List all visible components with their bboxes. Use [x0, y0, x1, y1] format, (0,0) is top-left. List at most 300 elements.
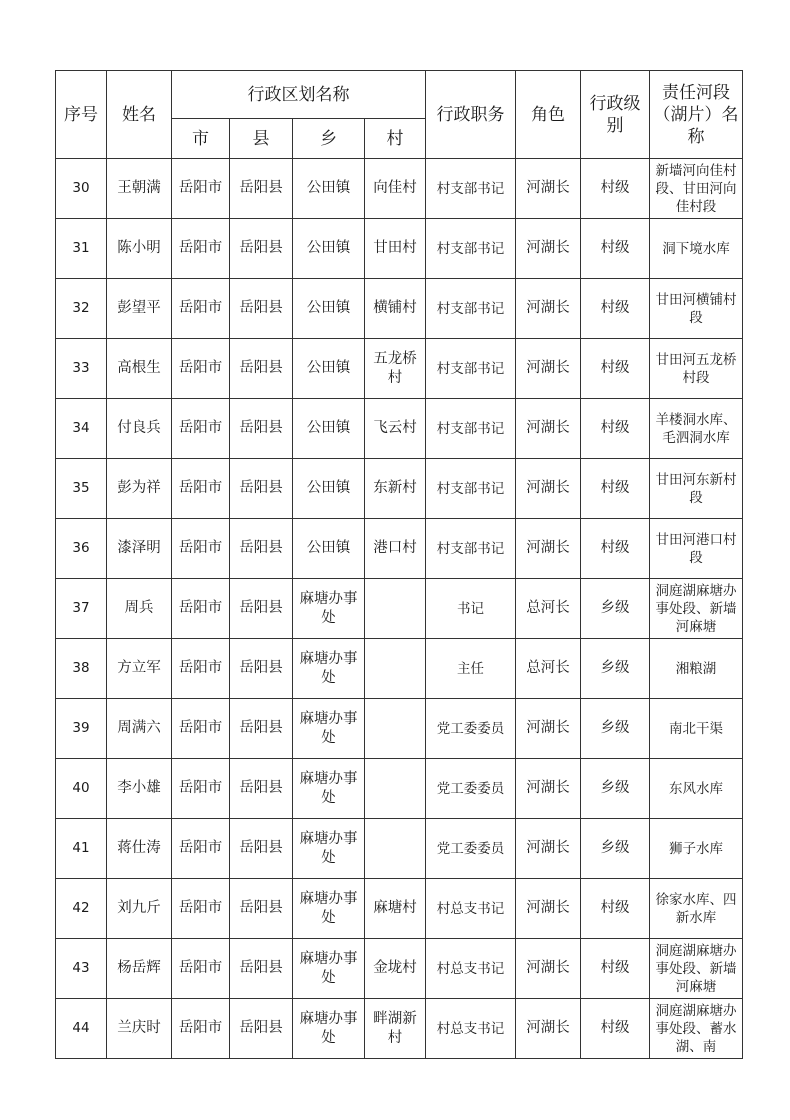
cell-name-text: 付良兵 — [117, 420, 161, 436]
cell-county — [230, 339, 293, 399]
cell-township — [293, 879, 365, 939]
cell-county — [230, 819, 293, 879]
cell-township-text: 麻塘办事处 — [299, 890, 358, 926]
cell-city-text: 岳阳市 — [178, 600, 223, 616]
cell-seq — [56, 639, 107, 699]
cell-role-text: 河湖长 — [526, 1020, 570, 1036]
cell-level-text: 村级 — [600, 900, 630, 916]
cell-level-text: 村级 — [600, 540, 630, 556]
cell-role-text: 总河长 — [526, 600, 570, 616]
cell-seq — [56, 819, 107, 879]
cell-position-text: 村总支书记 — [436, 960, 505, 977]
cell-township — [293, 279, 365, 339]
cell-city-text: 岳阳市 — [178, 540, 223, 556]
cell-river-text: 南北干渠 — [669, 720, 723, 737]
cell-township — [293, 519, 365, 579]
cell-river-text: 甘田河横铺村段 — [655, 291, 737, 326]
cell-name — [107, 579, 172, 639]
cell-role-text: 河湖长 — [526, 240, 570, 256]
cell-position — [426, 579, 516, 639]
cell-role — [516, 999, 581, 1059]
cell-seq — [56, 759, 107, 819]
cell-name — [107, 999, 172, 1059]
cell-position-text: 村支部书记 — [436, 180, 505, 197]
cell-level — [581, 159, 650, 219]
cell-county-text: 岳阳县 — [239, 600, 283, 616]
cell-level — [581, 579, 650, 639]
cell-river-text: 新墙河向佳村段、甘田河向佳村段 — [655, 162, 737, 215]
table-row — [56, 939, 743, 999]
cell-seq-text: 42 — [72, 900, 90, 916]
cell-county-text: 岳阳县 — [239, 780, 283, 796]
cell-role — [516, 459, 581, 519]
cell-river — [650, 759, 743, 819]
cell-city-text: 岳阳市 — [178, 360, 223, 376]
cell-village — [365, 699, 426, 759]
cell-township — [293, 459, 365, 519]
cell-role — [516, 339, 581, 399]
cell-level-text: 村级 — [600, 480, 630, 496]
cell-seq — [56, 579, 107, 639]
cell-position-text: 村支部书记 — [436, 480, 505, 497]
cell-city — [172, 939, 230, 999]
cell-river — [650, 999, 743, 1059]
cell-township-text: 麻塘办事处 — [299, 950, 358, 986]
cell-village — [365, 639, 426, 699]
cell-county — [230, 519, 293, 579]
cell-township-text: 麻塘办事处 — [299, 650, 358, 686]
cell-level — [581, 399, 650, 459]
cell-level-text: 村级 — [600, 240, 630, 256]
cell-name-text: 蒋仕涛 — [117, 840, 161, 856]
cell-role-text: 河湖长 — [526, 960, 570, 976]
cell-county-text: 岳阳县 — [239, 180, 283, 196]
cell-township-text: 麻塘办事处 — [299, 710, 358, 746]
cell-city — [172, 279, 230, 339]
cell-city-text: 岳阳市 — [178, 300, 223, 316]
cell-name — [107, 759, 172, 819]
cell-river — [650, 459, 743, 519]
cell-city-text: 岳阳市 — [178, 660, 223, 676]
cell-role-text: 河湖长 — [526, 420, 570, 436]
header-township: 乡 — [293, 119, 365, 159]
cell-level-text: 村级 — [600, 300, 630, 316]
table-row — [56, 339, 743, 399]
cell-seq — [56, 939, 107, 999]
cell-county-text: 岳阳县 — [239, 360, 283, 376]
cell-village — [365, 819, 426, 879]
cell-county-text: 岳阳县 — [239, 1020, 283, 1036]
cell-role-text: 河湖长 — [526, 780, 570, 796]
cell-river — [650, 579, 743, 639]
cell-village — [365, 219, 426, 279]
cell-seq-text: 41 — [72, 840, 90, 856]
cell-county — [230, 939, 293, 999]
cell-county-text: 岳阳县 — [239, 720, 283, 736]
cell-seq-text: 44 — [72, 1020, 90, 1036]
cell-city-text: 岳阳市 — [178, 780, 223, 796]
cell-level — [581, 879, 650, 939]
cell-name-text: 杨岳辉 — [117, 960, 161, 976]
cell-role-text: 总河长 — [526, 660, 570, 676]
cell-county-text: 岳阳县 — [239, 480, 283, 496]
cell-river-text: 甘田河港口村段 — [655, 531, 737, 566]
cell-level — [581, 999, 650, 1059]
cell-seq-text: 32 — [72, 300, 90, 316]
table-row — [56, 699, 743, 759]
cell-village-text: 畔湖新村 — [373, 1010, 417, 1046]
cell-name — [107, 639, 172, 699]
cell-city — [172, 459, 230, 519]
cell-role — [516, 519, 581, 579]
cell-county-text: 岳阳县 — [239, 420, 283, 436]
cell-level — [581, 339, 650, 399]
cell-river — [650, 879, 743, 939]
cell-village — [365, 879, 426, 939]
cell-village — [365, 339, 426, 399]
cell-level — [581, 939, 650, 999]
cell-role-text: 河湖长 — [526, 300, 570, 316]
cell-township-text: 公田镇 — [306, 240, 351, 256]
cell-village-text: 甘田村 — [373, 240, 417, 256]
cell-city — [172, 219, 230, 279]
cell-name-text: 陈小明 — [117, 240, 161, 256]
cell-village — [365, 519, 426, 579]
cell-seq — [56, 519, 107, 579]
cell-city-text: 岳阳市 — [178, 720, 223, 736]
table-row — [56, 279, 743, 339]
cell-role — [516, 699, 581, 759]
cell-river-text: 洞庭湖麻塘办事处段、蓄水湖、南 — [655, 1002, 737, 1055]
cell-county-text: 岳阳县 — [239, 300, 283, 316]
cell-name-text: 彭望平 — [117, 300, 161, 316]
cell-position-text: 党工委委员 — [436, 720, 505, 737]
header-seq: 序号 — [56, 71, 107, 159]
cell-village — [365, 159, 426, 219]
cell-name — [107, 219, 172, 279]
cell-seq — [56, 879, 107, 939]
cell-name — [107, 159, 172, 219]
cell-city — [172, 579, 230, 639]
table-row — [56, 819, 743, 879]
cell-role — [516, 219, 581, 279]
cell-township — [293, 339, 365, 399]
cell-river-text: 东风水库 — [669, 780, 723, 797]
cell-seq-text: 39 — [72, 720, 90, 736]
cell-village — [365, 939, 426, 999]
cell-seq-text: 36 — [72, 540, 90, 556]
cell-position — [426, 939, 516, 999]
cell-village — [365, 459, 426, 519]
table-body — [56, 159, 743, 1059]
cell-county — [230, 879, 293, 939]
cell-level-text: 村级 — [600, 960, 630, 976]
table-row — [56, 159, 743, 219]
cell-village-text: 金垅村 — [373, 960, 417, 976]
cell-city-text: 岳阳市 — [178, 420, 223, 436]
cell-village-text: 横铺村 — [373, 300, 417, 316]
cell-village-text: 港口村 — [373, 540, 417, 556]
cell-level — [581, 519, 650, 579]
cell-river — [650, 159, 743, 219]
cell-name-text: 高根生 — [117, 360, 161, 376]
cell-role — [516, 759, 581, 819]
cell-role — [516, 579, 581, 639]
cell-river-text: 羊楼洞水库、毛泗洞水库 — [655, 411, 737, 446]
cell-role — [516, 159, 581, 219]
cell-township-text: 公田镇 — [306, 300, 351, 316]
cell-role-text: 河湖长 — [526, 840, 570, 856]
cell-name — [107, 279, 172, 339]
cell-name-text: 漆泽明 — [117, 540, 161, 556]
cell-township — [293, 939, 365, 999]
cell-river-text: 洞庭湖麻塘办事处段、新墙河麻塘 — [655, 942, 737, 995]
cell-township-text: 公田镇 — [306, 180, 351, 196]
cell-name — [107, 459, 172, 519]
cell-village-text: 麻塘村 — [373, 900, 417, 916]
table-row — [56, 519, 743, 579]
cell-river — [650, 699, 743, 759]
cell-river — [650, 279, 743, 339]
cell-name — [107, 819, 172, 879]
cell-role-text: 河湖长 — [526, 720, 570, 736]
header-role: 角色 — [516, 71, 581, 159]
cell-position — [426, 219, 516, 279]
cell-position-text: 书记 — [457, 600, 484, 617]
table-row — [56, 639, 743, 699]
cell-city-text: 岳阳市 — [178, 480, 223, 496]
cell-township — [293, 579, 365, 639]
cell-village — [365, 579, 426, 639]
cell-role-text: 河湖长 — [526, 540, 570, 556]
cell-name — [107, 699, 172, 759]
table-row — [56, 399, 743, 459]
cell-township — [293, 159, 365, 219]
cell-township-text: 麻塘办事处 — [299, 770, 358, 806]
cell-level-text: 乡级 — [600, 780, 630, 796]
cell-position — [426, 339, 516, 399]
cell-county — [230, 759, 293, 819]
cell-position-text: 村支部书记 — [436, 360, 505, 377]
cell-position-text: 村支部书记 — [436, 420, 505, 437]
cell-river-text: 湘粮湖 — [675, 660, 717, 677]
cell-township-text: 麻塘办事处 — [299, 1010, 358, 1046]
cell-city — [172, 999, 230, 1059]
cell-name — [107, 879, 172, 939]
cell-role — [516, 399, 581, 459]
cell-seq — [56, 459, 107, 519]
cell-village-text: 东新村 — [373, 480, 417, 496]
cell-level-text: 乡级 — [600, 660, 630, 676]
cell-township — [293, 219, 365, 279]
cell-city — [172, 879, 230, 939]
cell-city — [172, 639, 230, 699]
cell-township-text: 麻塘办事处 — [299, 590, 358, 626]
cell-river — [650, 339, 743, 399]
cell-village — [365, 279, 426, 339]
cell-seq — [56, 399, 107, 459]
cell-name-text: 刘九斤 — [117, 900, 161, 916]
cell-position-text: 党工委委员 — [436, 780, 505, 797]
cell-county — [230, 279, 293, 339]
cell-seq-text: 35 — [72, 480, 90, 496]
cell-level-text: 乡级 — [600, 720, 630, 736]
cell-role — [516, 279, 581, 339]
cell-village-text: 飞云村 — [373, 420, 417, 436]
cell-township-text: 麻塘办事处 — [299, 830, 358, 866]
cell-city-text: 岳阳市 — [178, 960, 223, 976]
cell-city-text: 岳阳市 — [178, 240, 223, 256]
header-village: 村 — [365, 119, 426, 159]
cell-county — [230, 639, 293, 699]
cell-level-text: 村级 — [600, 1020, 630, 1036]
cell-name — [107, 519, 172, 579]
cell-city-text: 岳阳市 — [178, 900, 223, 916]
cell-position — [426, 759, 516, 819]
cell-city — [172, 759, 230, 819]
cell-township — [293, 399, 365, 459]
cell-river — [650, 939, 743, 999]
cell-village-text: 向佳村 — [373, 180, 417, 196]
cell-river — [650, 399, 743, 459]
cell-county — [230, 579, 293, 639]
cell-position — [426, 879, 516, 939]
cell-township-text: 公田镇 — [306, 480, 351, 496]
cell-village — [365, 999, 426, 1059]
cell-county-text: 岳阳县 — [239, 960, 283, 976]
table-row — [56, 879, 743, 939]
cell-city — [172, 519, 230, 579]
cell-township — [293, 819, 365, 879]
officials-table — [55, 70, 743, 1059]
cell-seq — [56, 279, 107, 339]
cell-level — [581, 699, 650, 759]
cell-city — [172, 819, 230, 879]
cell-township-text: 公田镇 — [306, 540, 351, 556]
cell-township-text: 公田镇 — [306, 360, 351, 376]
cell-role-text: 河湖长 — [526, 180, 570, 196]
cell-position-text: 村支部书记 — [436, 540, 505, 557]
cell-position — [426, 159, 516, 219]
table-row — [56, 459, 743, 519]
cell-river — [650, 219, 743, 279]
cell-river — [650, 819, 743, 879]
cell-seq-text: 34 — [72, 420, 90, 436]
cell-river-text: 狮子水库 — [669, 840, 723, 857]
cell-position-text: 党工委委员 — [436, 840, 505, 857]
cell-level — [581, 219, 650, 279]
cell-village — [365, 399, 426, 459]
cell-township — [293, 639, 365, 699]
cell-city — [172, 159, 230, 219]
cell-level — [581, 759, 650, 819]
cell-level-text: 乡级 — [600, 840, 630, 856]
cell-position — [426, 399, 516, 459]
cell-seq-text: 43 — [72, 960, 90, 976]
header-region: 行政区划名称 — [172, 71, 426, 119]
cell-name — [107, 939, 172, 999]
cell-seq-text: 31 — [72, 240, 90, 256]
cell-seq — [56, 339, 107, 399]
cell-county-text: 岳阳县 — [239, 900, 283, 916]
cell-role-text: 河湖长 — [526, 900, 570, 916]
cell-level — [581, 819, 650, 879]
cell-seq — [56, 219, 107, 279]
cell-seq-text: 37 — [72, 600, 90, 616]
header-position: 行政职务 — [426, 71, 516, 159]
cell-county — [230, 399, 293, 459]
cell-county-text: 岳阳县 — [239, 660, 283, 676]
cell-position-text: 村支部书记 — [436, 300, 505, 317]
header-city: 市 — [172, 119, 230, 159]
cell-county-text: 岳阳县 — [239, 540, 283, 556]
cell-city — [172, 339, 230, 399]
cell-county — [230, 699, 293, 759]
cell-township — [293, 999, 365, 1059]
cell-name-text: 方立军 — [117, 660, 161, 676]
cell-city-text: 岳阳市 — [178, 840, 223, 856]
cell-county-text: 岳阳县 — [239, 840, 283, 856]
table-row — [56, 999, 743, 1059]
cell-role-text: 河湖长 — [526, 360, 570, 376]
cell-name-text: 彭为祥 — [117, 480, 161, 496]
cell-position — [426, 519, 516, 579]
cell-position — [426, 279, 516, 339]
cell-name-text: 王朝满 — [117, 180, 161, 196]
cell-seq — [56, 159, 107, 219]
cell-township — [293, 759, 365, 819]
cell-level — [581, 279, 650, 339]
cell-position — [426, 459, 516, 519]
cell-level-text: 村级 — [600, 180, 630, 196]
cell-city-text: 岳阳市 — [178, 180, 223, 196]
cell-role — [516, 819, 581, 879]
cell-city-text: 岳阳市 — [178, 1020, 223, 1036]
header-county: 县 — [230, 119, 293, 159]
cell-county — [230, 459, 293, 519]
cell-level — [581, 459, 650, 519]
cell-level — [581, 639, 650, 699]
cell-position-text: 村支部书记 — [436, 240, 505, 257]
cell-name-text: 李小雄 — [117, 780, 161, 796]
cell-position — [426, 819, 516, 879]
cell-name — [107, 399, 172, 459]
cell-seq — [56, 699, 107, 759]
table-row — [56, 759, 743, 819]
cell-village-text: 五龙桥村 — [373, 350, 417, 386]
cell-name-text: 周满六 — [117, 720, 161, 736]
cell-name-text: 兰庆时 — [117, 1020, 161, 1036]
header-name: 姓名 — [107, 71, 172, 159]
cell-township-text: 公田镇 — [306, 420, 351, 436]
cell-village — [365, 759, 426, 819]
cell-seq-text: 30 — [72, 180, 90, 196]
header-river: 责任河段（湖片）名称 — [650, 71, 743, 159]
cell-county — [230, 159, 293, 219]
cell-city — [172, 399, 230, 459]
cell-position-text: 村总支书记 — [436, 900, 505, 917]
table-row — [56, 219, 743, 279]
cell-county — [230, 999, 293, 1059]
cell-position — [426, 699, 516, 759]
cell-role — [516, 639, 581, 699]
cell-river-text: 甘田河东新村段 — [655, 471, 737, 506]
cell-river-text: 洞庭湖麻塘办事处段、新墙河麻塘 — [655, 582, 737, 635]
cell-name-text: 周兵 — [124, 600, 154, 616]
cell-position-text: 主任 — [457, 660, 484, 677]
cell-river — [650, 519, 743, 579]
cell-seq — [56, 999, 107, 1059]
